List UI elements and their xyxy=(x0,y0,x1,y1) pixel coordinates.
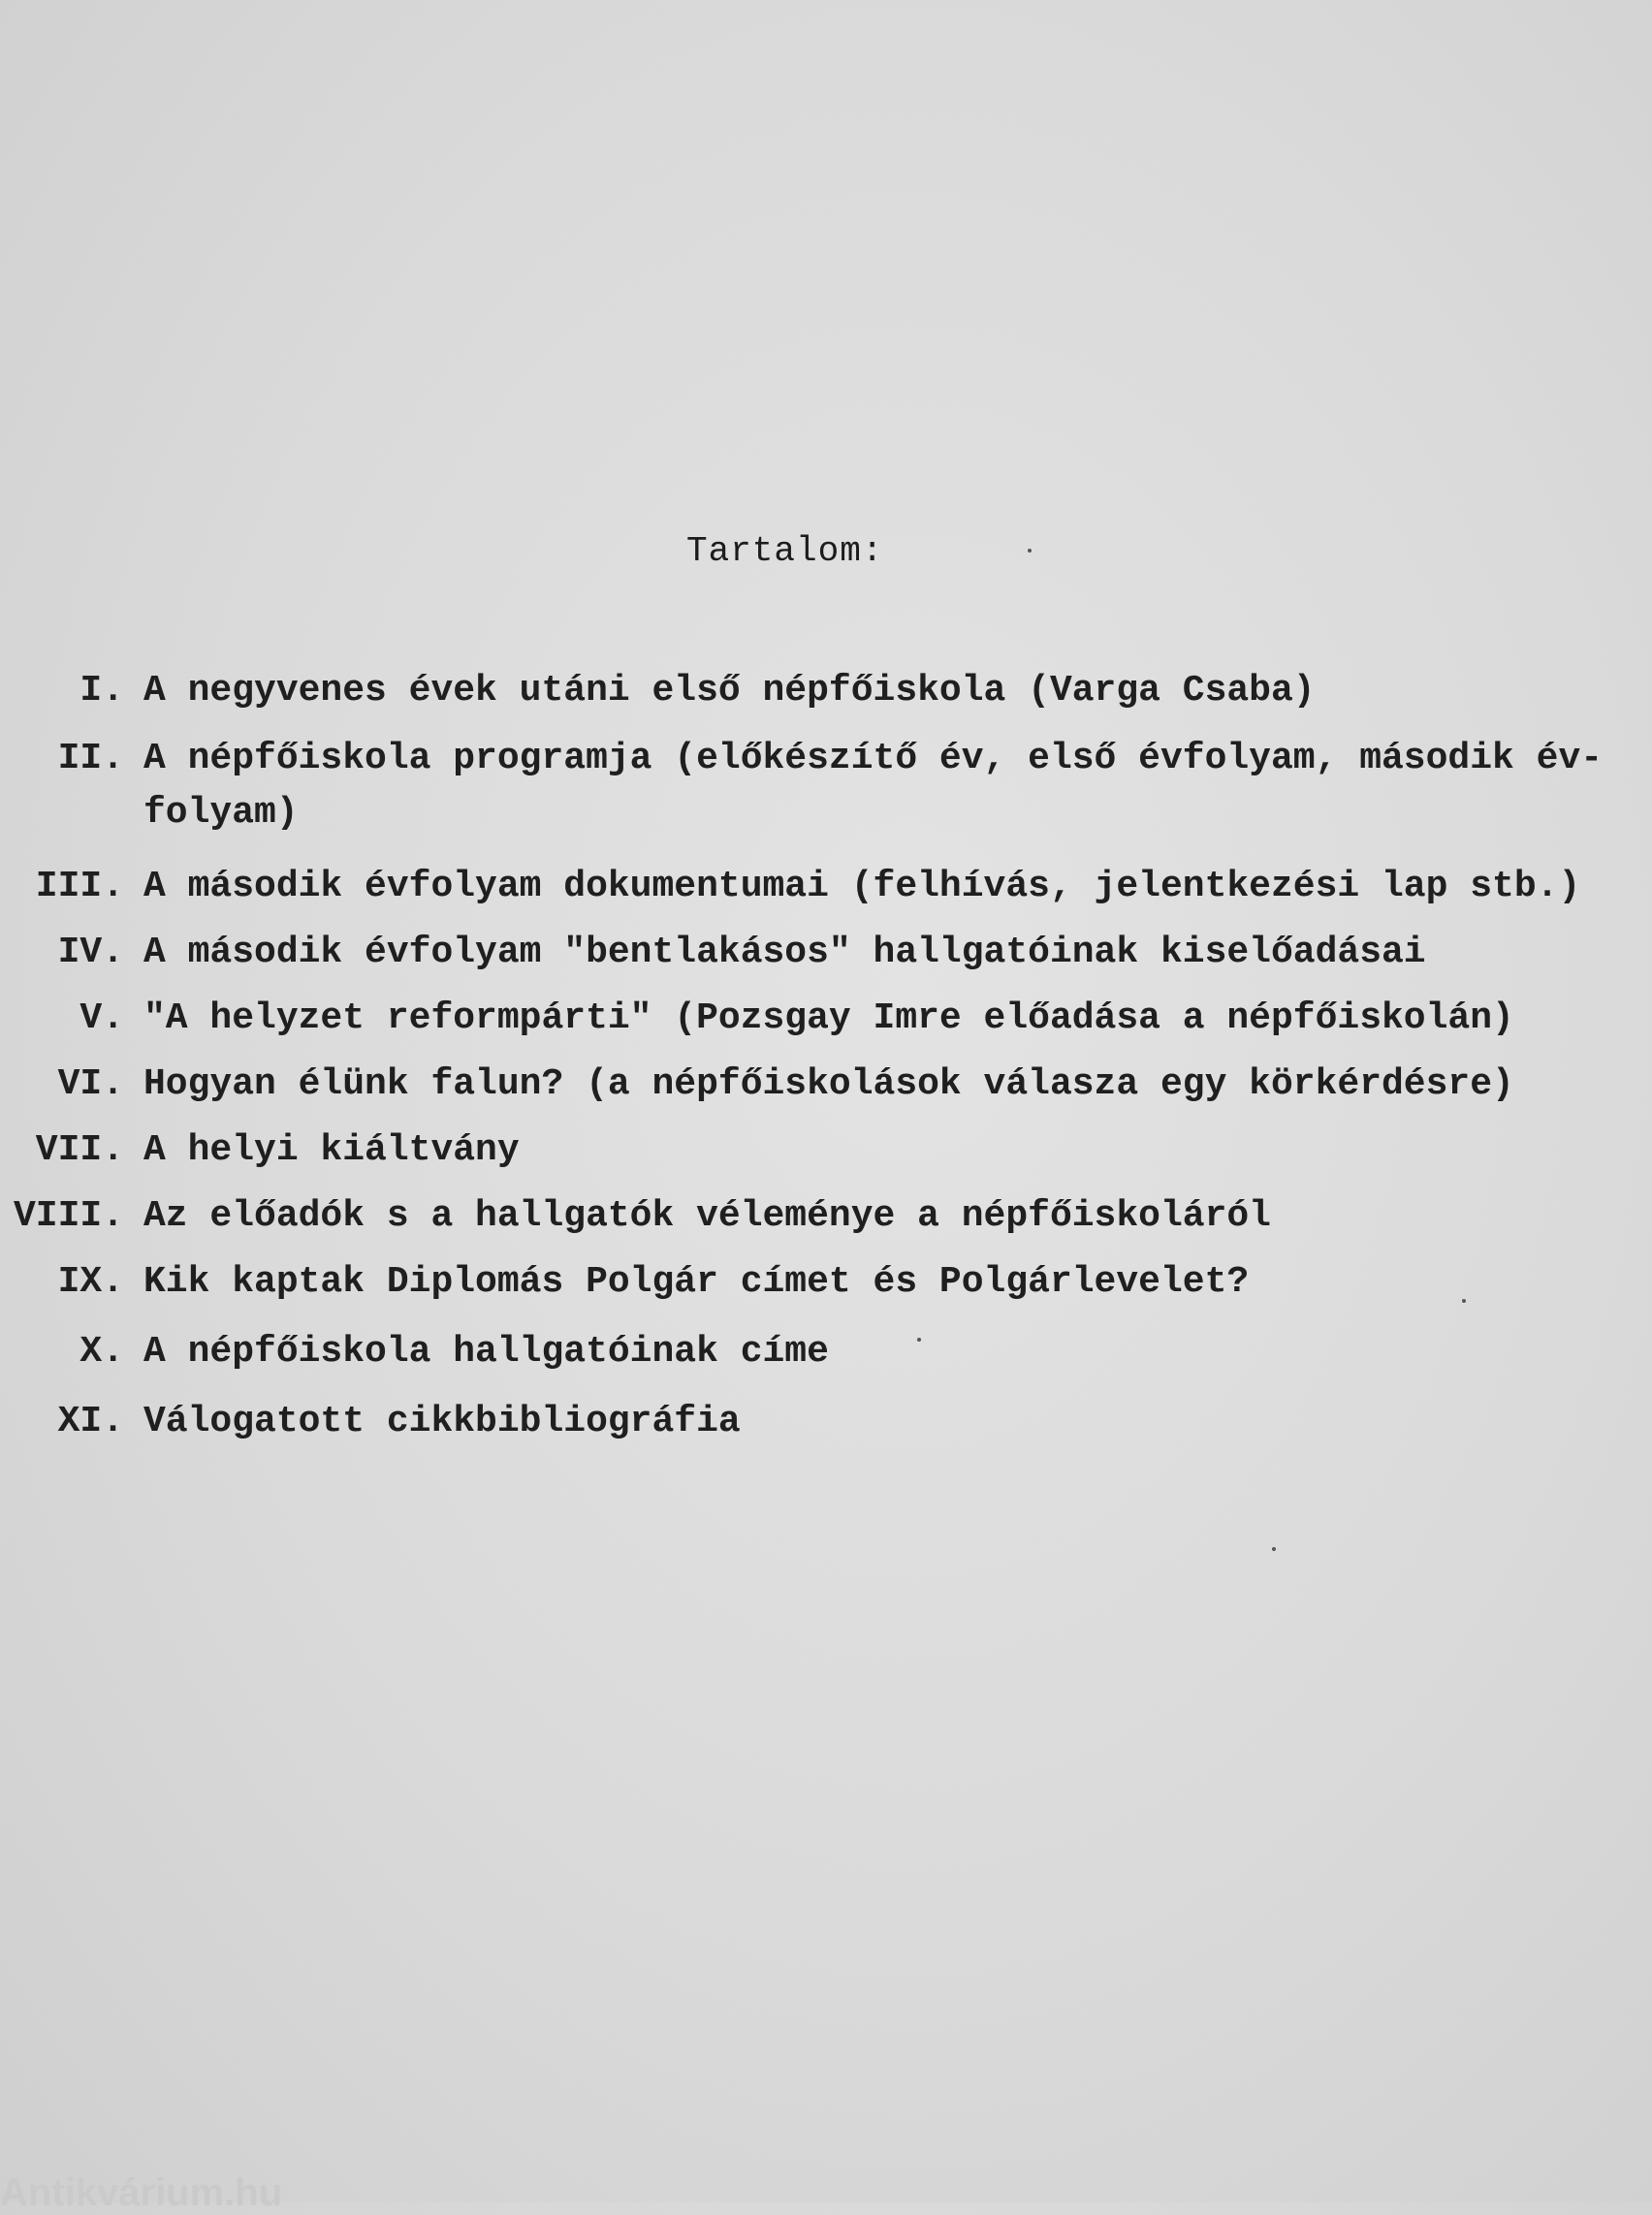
toc-entry-text: A népfőiskola hallgatóinak címe xyxy=(143,1331,829,1373)
paper-speck xyxy=(917,1338,921,1342)
toc-entry-text: A népfőiskola programja (előkészítő év, első évfolyam, második év- xyxy=(143,738,1604,779)
toc-entry-text: A második évfolyam dokumentumai (felhívás, jelentkezési lap stb.) xyxy=(143,866,1581,907)
toc-numeral: IV. xyxy=(57,932,124,973)
page-title: Tartalom: xyxy=(686,531,884,571)
toc-numeral: VI. xyxy=(57,1063,124,1105)
toc-numeral: I. xyxy=(79,670,124,712)
toc-entry-text: A helyi kiáltvány xyxy=(143,1129,520,1171)
toc-numeral: X. xyxy=(79,1331,124,1373)
toc-numeral: VII. xyxy=(35,1129,124,1171)
toc-entry-continuation: folyam) xyxy=(143,792,299,834)
paper-speck xyxy=(1028,549,1032,553)
toc-entry-text: A második évfolyam "bentlakásos" hallgatóinak kiselőadásai xyxy=(143,932,1426,973)
toc-numeral: III. xyxy=(35,866,124,907)
paper-speck xyxy=(1272,1547,1276,1551)
toc-numeral: XI. xyxy=(57,1401,124,1442)
toc-numeral: VIII. xyxy=(13,1195,124,1237)
toc-entry-text: "A helyzet reformpárti" (Pozsgay Imre előadása a népfőiskolán) xyxy=(143,997,1514,1039)
toc-numeral: IX. xyxy=(57,1261,124,1303)
toc-numeral: V. xyxy=(79,997,124,1039)
toc-entry-text: Válogatott cikkbibliográfia xyxy=(143,1401,741,1442)
watermark-text: Antikvárium.hu xyxy=(0,2171,283,2214)
toc-entry-text: Hogyan élünk falun? (a népfőiskolások válasza egy körkérdésre) xyxy=(143,1063,1514,1105)
toc-numeral: II. xyxy=(57,738,124,779)
paper-speck xyxy=(1462,1299,1466,1303)
toc-entry-text: Az előadók s a hallgatók véleménye a népfőiskoláról xyxy=(143,1195,1271,1237)
toc-entry-text: A negyvenes évek utáni első népfőiskola (Varga Csaba) xyxy=(143,670,1316,712)
toc-entry-text: Kik kaptak Diplomás Polgár címet és Polgárlevelet? xyxy=(143,1261,1250,1303)
